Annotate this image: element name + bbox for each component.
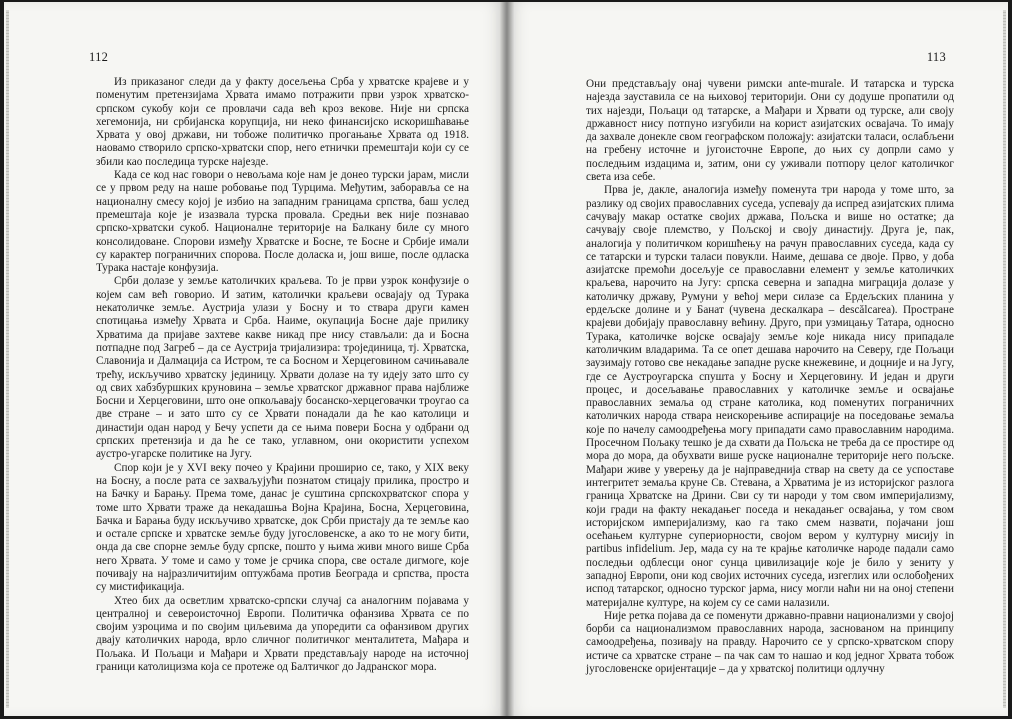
paragraph: Из приказаног следи да у факту досељења Срба у хрватске крајеве и у поменутим претензијама Хрвата имамо потражити први узрок хрватско-српском сукобу који се провлачи сада већ кроз векове. Није ни српска хегемонија, ни србијанска корупција, ни неко финансијско искоришћавање Хрвата у овој држави, ни тобоже политичко прогањање Хрвата од 1918. наовамо створило српско-хрватски спор, него етнички премештаји који су се збили као последица турске најезде. bbox=[96, 76, 469, 168]
paragraph: Срби долазе у земље католичких краљева. То је први узрок конфузије о којем сам већ говорио. И затим, католички краљеви освајају од Турака некатоличке земље. Аустрија улази у Босну и то ствара други камен спотицања између Хрвата и Срба. Наиме, окупација Босне даје прилику Хрватима да пријаве захтеве какве никад пре нису стављали: да и Босна потпадне под Загреб – да се Аустрија тријализира: тројединица, тј. Хрватска, Славонија и Далмација са Истром, те са Босном и Херцеговином сачињавале трећу, искључиво хрватску јединицу. Хрвати долазе на ту идеју зато што су од свих хабзбуршких круновина – земље хрватског државног права најближе Босни и Херцеговини, што оне опкољавају босанско-херцеговачки троугао са две стране – и зато што су се Хрвати понадали да ће као католици и династији одан народ у Бечу успети да се њима повери Босна у одбрани од српских претензија и да ће се тако, углавном, они окористити успехом аустро-угарске политике на Југу. bbox=[96, 275, 469, 461]
right-page bbox=[506, 2, 1008, 716]
paragraph: Спор који је у XVI веку почео у Крајини проширио се, тако, у XIX веку на Босну, а после рата се захваљујући познатом стицају прилика, прострo и на Бачку и Барању. Према томе, данас је суштина српскохрватског спора у томе што Хрвати траже да некадашња Војна Крајина, Босна, Херцеговина, Бачка и Барања буду искључиво хрватске, док Срби пристају да те земље као и остале српске и хрватске земље буду југословенске, а ако то не могу бити, онда да све спорне земље буду српске, пошто у њима живи много више Срба него Хрвата. У томе и само у томе је срчика спора, све остале дигмоге, које почивају на најразличитијим оптужбама против Београда и српства, проста су мистификација. bbox=[96, 461, 469, 594]
left-page-body bbox=[96, 76, 469, 674]
page-edge-left bbox=[6, 10, 9, 708]
book-gutter bbox=[500, 2, 514, 716]
page-number-left: 112 bbox=[89, 50, 109, 64]
paragraph: Када се код нас говори о невољама које нам је донео турски јарам, мисли се у првом реду на наше робовање под Турцима. Међутим, заборавља се на националну смесу којој је избио на западним границама српства, баш услед премештаја које је изазвала турска провала. Средњи век није познавао српско-хрватски сукоб. Националне територије на Балкану биле су много консолидоване. Спорови између Хрватске и Босне, те Босне и Србије имали су карактер пограничних спорова. После доласка и, још више, после одласка Турака настаје конфузија. bbox=[96, 169, 469, 275]
left-page bbox=[4, 2, 506, 716]
paragraph: Прва је, дакле, аналогија између поменута три народа у томе што, за разлику од својих православних суседа, успевају да испред азијатских плима сачувају макар остатке својих држава, Пољска и више но остатке; да сачувају своје племство, у Пољској и своју династију. Друга је, пак, аналогија у политичком коришћењу на рачун православних суседа, када су се татарски и турски таласи повукли. Наиме, дешава се двоје. Прво, у доба азијатске премоћи досељује се православни елемент у земље католичких краљева, нарочито на Југу: српска северна и западна миграција долазе у католичку државу, Румуни у већој мери силазе са Ердељских планина у ердељске долине и у Банат (чувена дескалкара – descălcarea). Простране крајеви добијају православну већину. Друго, при узмицању Татара, односно Турака, католичке војске освајају земље које никада нису припадале католичким владарима. Та се опет дешава нарочито на Северу, где Пољаци заузимају готово све некадање западне руске кнежевине, и доцније и на Југу, где се Аустроугарска спушта у Босну и Херцеговину. И један и други процес, и досељавање православних у католичке земље и освајање православних земаља од стране католика, код поменутих пограничних католичких народа ствара неискорењиве аспирације на поседовање земаља које по начелу самоодређења могу припадати само православним народима. Просечном Пољаку тешко је да схвати да Пољска не треба да се простире од мора до мора, да обухвати више руске националне територије него пољске. Мађари живе у уверењу да је најправеднија ствар на свету да се успоставе интегритет земаља круне Св. Стевана, а Хрватима је из историјског разлога граница Хрватске на Дрини. Сви су ти народи у том свом империјализму, који гради на факту некадањег поседа и некадањег освајања, у том свом историјском империјализму, као га тако смем назвати, појачани још осећањем културне супериорности, својом вером у културну мисију in partibus infidelium. Јер, мада су на те крајње католичке народе падали само последњи одблесци оног сунца цивилизације које је било у зениту у западној Европи, они код својих источних суседа, изгеглих или ослобођених испод татарског, односно турског јарма, нису могли наћи ни на оној степени материјалне културе, на којем су се сами налазили. bbox=[586, 184, 954, 609]
paragraph: Они представљају онај чувени римски ante-murale. И татарска и турска најезда зауставила се на њиховој територији. Они су додуше пропатили од тих најезди, Пољаци од татарске, а Мађари и Хрвати од турске, али своју државност нису потпуно изгубили на корист азијатских освајача. То имају да захвале донекле свом географском положају: азијатски таласи, ослабљени на гребену источне и југоисточне Европе, до њих су допрли само у последњим издацима и, затим, они су уживали потпору целог католичког света иза себе. bbox=[586, 78, 954, 184]
page-number-right: 113 bbox=[926, 50, 946, 64]
book-spread bbox=[4, 2, 1008, 716]
paragraph: Није ретка појава да се поменути државно-правни национализми у својој борби са национализмом православних народа, заснованом на принципу самоодређења, позивају на правду. Нарочито се у српско-хрватском спору истиче са хрватске стране – па чак сам то нашао и код једног Хрвата тобож југословенске оријентације – да у хрватској политици одлучну bbox=[586, 609, 954, 676]
page-edge-right bbox=[1003, 10, 1006, 708]
paragraph: Хтео бих да осветлим хрватско-српски случај са аналогним појавама у централној и североисточној Европи. Политичка офанзива Хрвата се по својим узроцима и по својим циљевима да упоредити са офанзивом других двају католичких народа, врло сличног политичког менталитета, Мађара и Пољака. И Пољаци и Мађари и Хрвати представљају народе на источној граници католицизма која се протеже од Балтичког до Јадранског мора. bbox=[96, 594, 469, 674]
right-page-body bbox=[586, 78, 954, 676]
